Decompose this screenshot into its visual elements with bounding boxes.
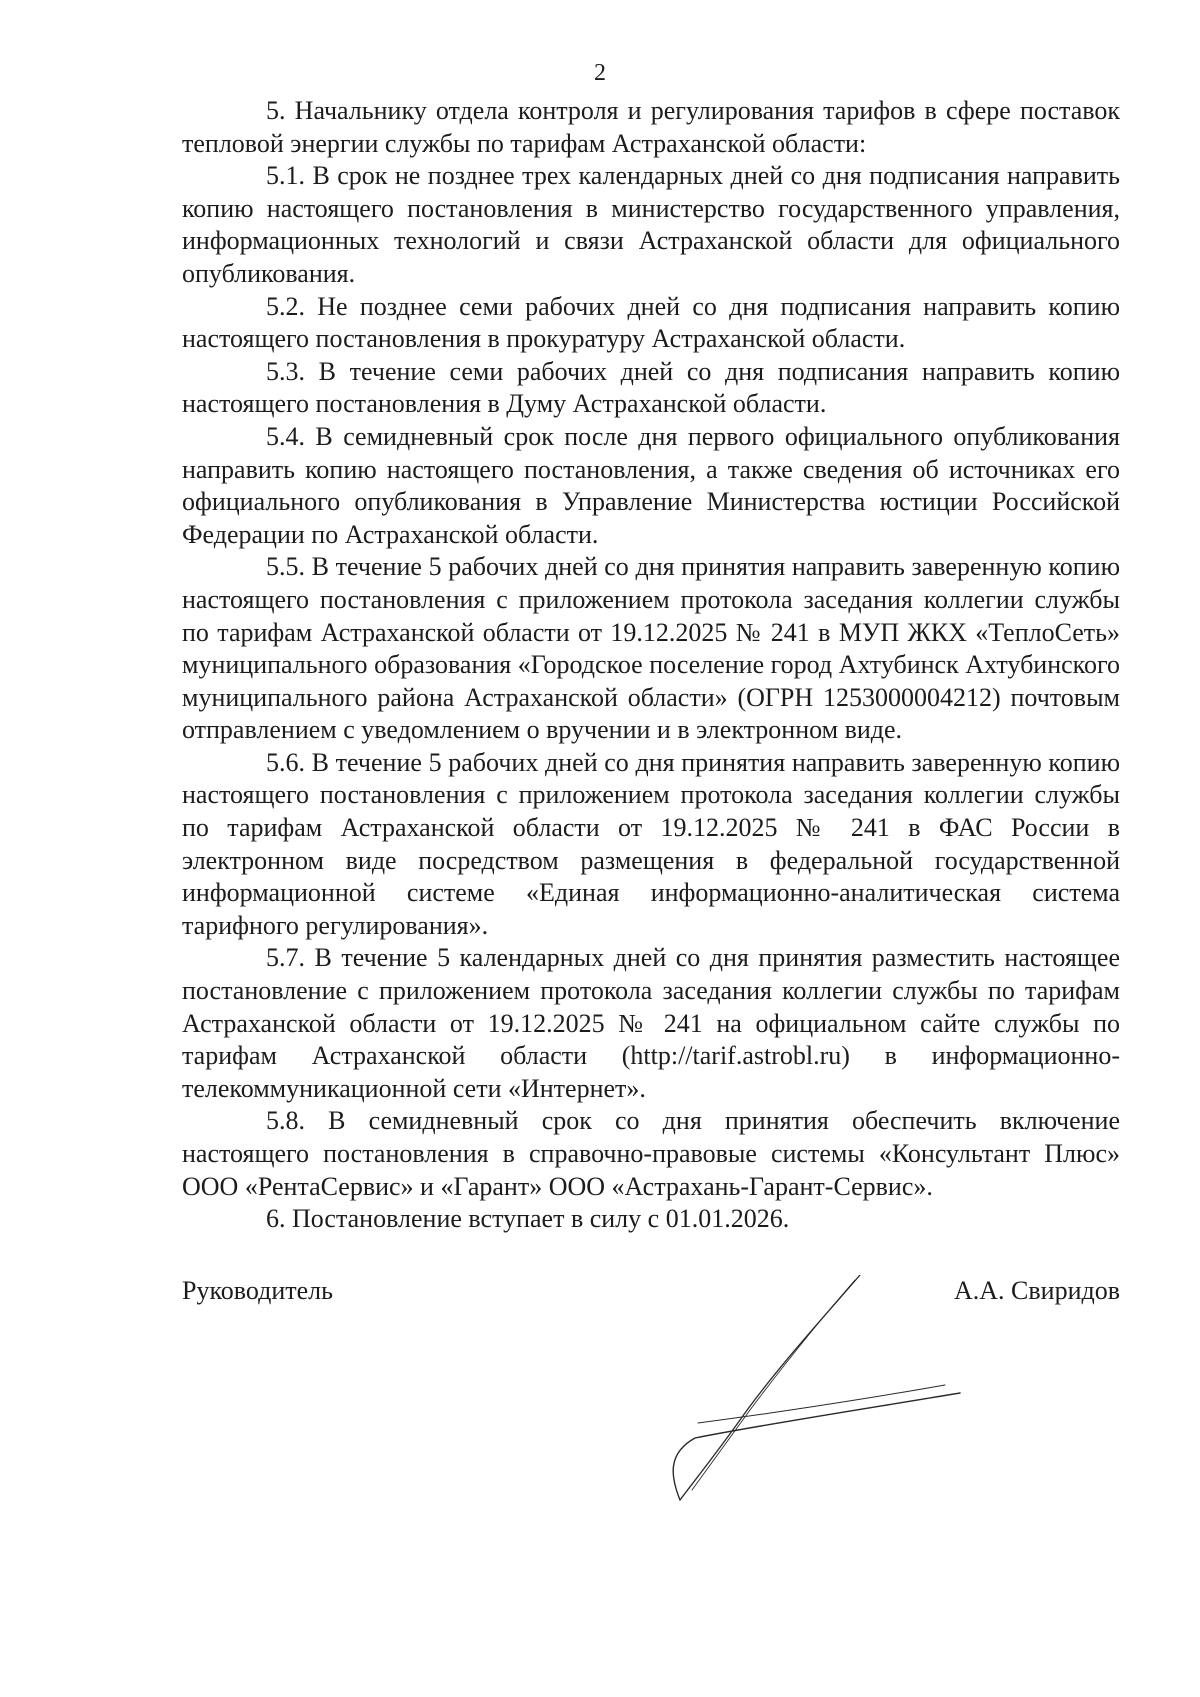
paragraph-5-2: 5.2. Не позднее семи рабочих дней со дня подписания направить копию настоящего постановления в прокуратуру Астраханской области. — [182, 291, 1120, 354]
paragraph-5-6: 5.6. В течение 5 рабочих дней со дня принятия направить заверенную копию настоящего постановления с приложением протокола заседания коллегии службы по тарифам Астраханской области от 19.12.2025 № 241 в ФАС России в электронном виде посредством размещения в федеральной государственной информационной системе «Единая информационно-аналитическая система тарифного регулирования». — [182, 747, 1120, 940]
paragraph-5-4: 5.4. В семидневный срок после дня первого официального опубликования направить копию настоящего постановления, а также сведения об источниках его официального опубликования в Управление Министерства юстиции Российской Федерации по Астраханской области. — [182, 421, 1120, 549]
paragraph-5-7: 5.7. В течение 5 календарных дней со дня принятия разместить настоящее постановление с приложением протокола заседания коллегии службы по тарифам Астраханской области от 19.12.2025 № 241 на официальном сайте службы по тарифам Астраханской области (http://tarif.astrobl.ru) в информационно-телекоммуникационной сети «Интернет». — [182, 943, 1120, 1103]
paragraph-5-5: 5.5. В течение 5 рабочих дней со дня принятия направить заверенную копию настоящего постановления с приложением протокола заседания коллегии службы по тарифам Астраханской области от 19.12.2025 № 241 в МУП ЖКХ «ТеплоСеть» муниципального образования «Городское поселение город Ахтубинск Ахтубинского муниципального района Астраханской области» (ОГРН 1253000004212) почтовым отправлением с уведомлением о вручении и в электронном виде. — [182, 552, 1120, 745]
paragraph-5-3: 5.3. В течение семи рабочих дней со дня подписания направить копию настоящего постановления в Думу Астраханской области. — [182, 356, 1120, 419]
page-number: 2 — [594, 60, 606, 86]
signer-name: А.А. Свиридов — [953, 1276, 1120, 1305]
paragraph-5-8: 5.8. В семидневный срок со дня принятия обеспечить включение настоящего постановления в справочно-правовые системы «Консультант Плюс» ООО «РентаСервис» и «Гарант» ООО «Астрахань-Гарант-Сервис». — [182, 1106, 1120, 1201]
document-body — [182, 95, 1120, 1236]
paragraph-5: 5. Начальнику отдела контроля и регулирования тарифов в сфере поставок тепловой энергии службы по тарифам Астраханской области: — [182, 96, 1120, 158]
paragraph-5-1: 5.1. В срок не позднее трех календарных дней со дня подписания направить копию настоящего постановления в министерство государственного управления, информационных технологий и связи Астраханской области для официального опубликования. — [182, 161, 1120, 288]
paragraph-6: 6. Постановление вступает в силу с 01.01.2026. — [266, 1204, 790, 1234]
signer-title: Руководитель — [182, 1276, 333, 1305]
handwritten-signature — [670, 1275, 1030, 1515]
